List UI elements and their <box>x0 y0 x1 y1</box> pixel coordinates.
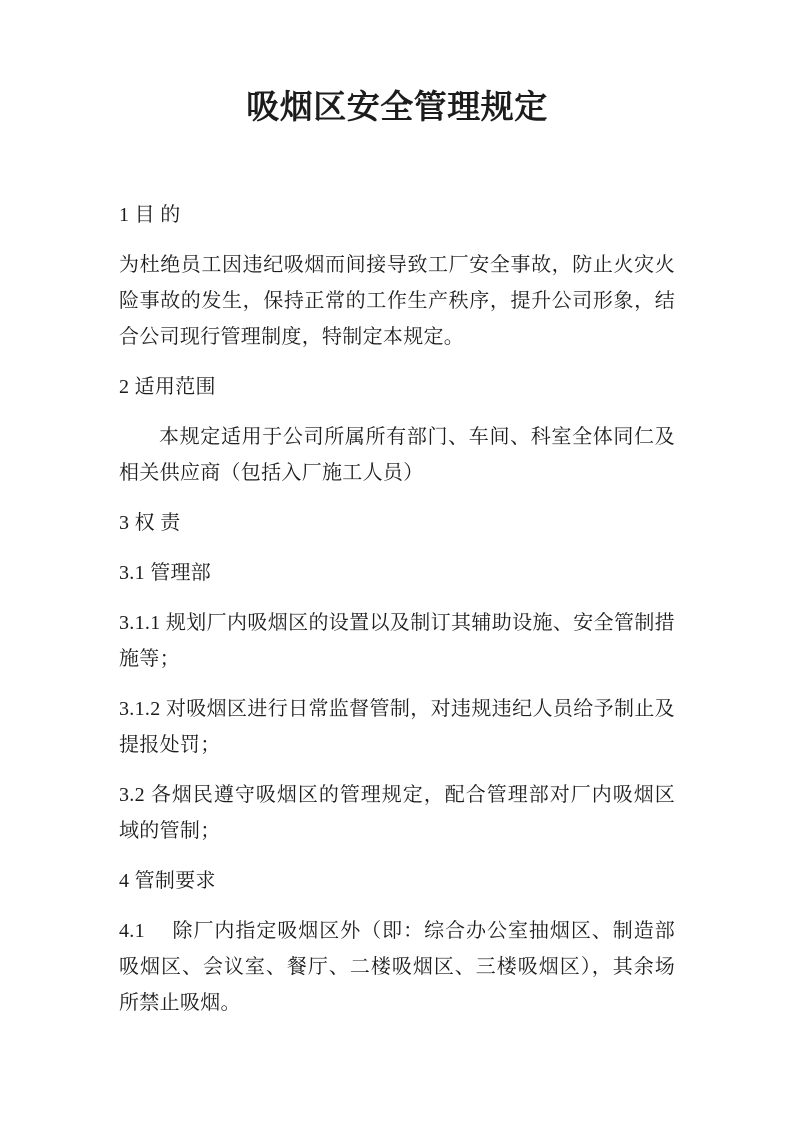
paragraph-3-1-2-daily-supervision: 3.1.2 对吸烟区进行日常监督管制，对违规违纪人员给予制止及提报处罚； <box>119 698 675 756</box>
heading-1-purpose: 1 目 的 <box>119 204 181 226</box>
paragraph-scope-body: 本规定适用于公司所属所有部门、车间、科室全体同仁及相关供应商（包括入厂施工人员） <box>119 426 675 484</box>
paragraph-3-1-1-smoking-area-planning: 3.1.1 规划厂内吸烟区的设置以及制订其辅助设施、安全管制措施等； <box>119 612 675 670</box>
document-title: 吸烟区安全管理规定 <box>246 90 548 126</box>
heading-4-control-requirements: 4 管制要求 <box>119 870 216 892</box>
heading-3-responsibility: 3 权 责 <box>119 512 181 534</box>
heading-3-1-management-dept: 3.1 管理部 <box>119 562 212 584</box>
paragraph-3-2-smokers-compliance: 3.2 各烟民遵守吸烟区的管理规定，配合管理部对厂内吸烟区域的管制； <box>119 784 675 842</box>
paragraph-4-1-designated-smoking-areas: 4.1 除厂内指定吸烟区外（即：综合办公室抽烟区、制造部吸烟区、会议室、餐厅、二楼吸烟区、三楼吸烟区），其余场所禁止吸烟。 <box>119 920 675 1014</box>
paragraph-purpose-body: 为杜绝员工因违纪吸烟而间接导致工厂安全事故，防止火灾火险事故的发生，保持正常的工作生产秩序，提升公司形象，结合公司现行管理制度，特制定本规定。 <box>119 254 675 348</box>
heading-2-scope: 2 适用范围 <box>119 376 216 398</box>
